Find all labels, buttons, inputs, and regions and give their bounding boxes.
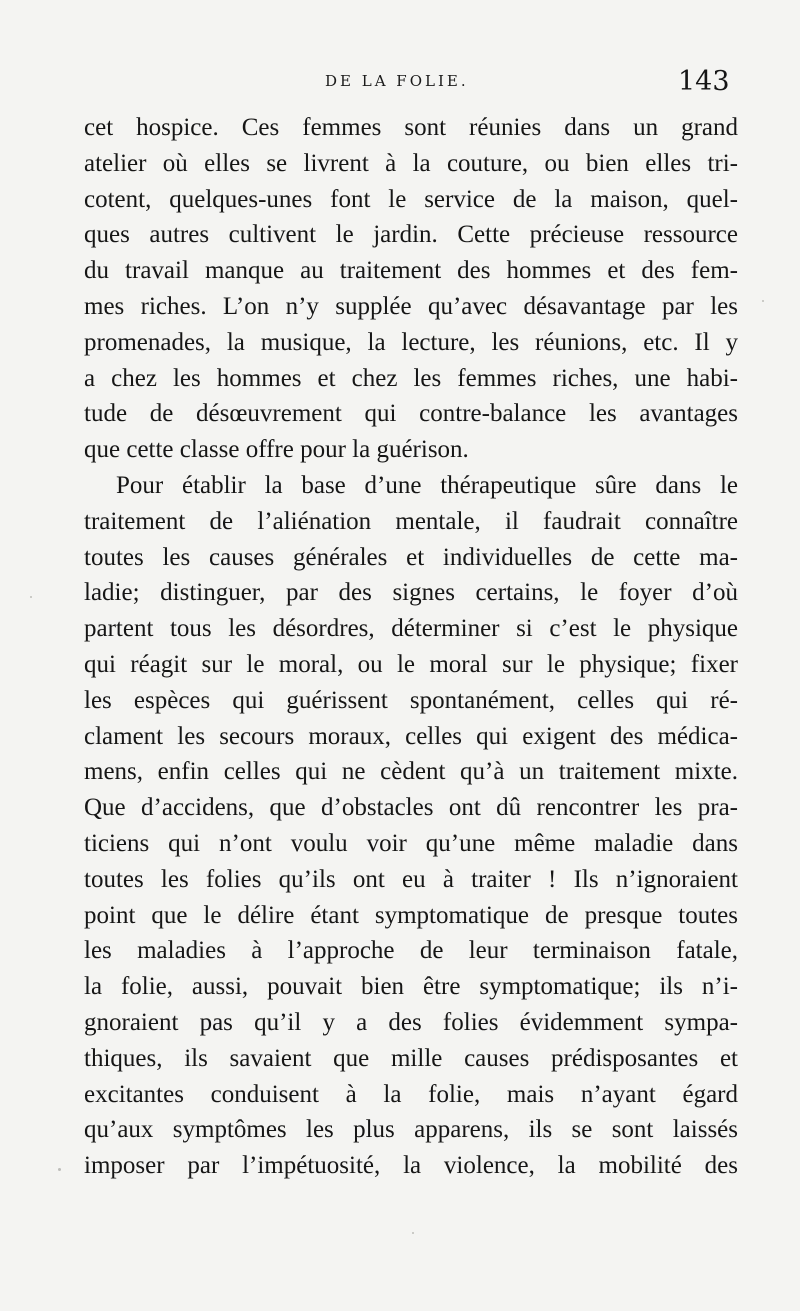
text-line: gnoraient pas qu’il y a des folies évidemment sympa- <box>84 1008 738 1036</box>
text-line: qu’aux symptômes les plus apparens, ils se sont laissés <box>84 1116 738 1144</box>
text-line: a chez les hommes et chez les femmes riches, une habi- <box>84 364 738 392</box>
text-line: thiques, ils savaient que mille causes prédisposantes et <box>84 1044 738 1072</box>
text-line: atelier où elles se livrent à la couture, ou bien elles tri- <box>84 149 738 177</box>
text-line: traitement de l’aliénation mentale, il faudrait connaître <box>84 507 738 535</box>
text-line: Que d’accidens, que d’obstacles ont dû rencontrer les pra- <box>84 794 738 822</box>
text-line: excitantes conduisent à la folie, mais n’ayant égard <box>84 1080 738 1108</box>
text-line: mens, enfin celles qui ne cèdent qu’à un traitement mixte. <box>84 758 738 786</box>
page-number: 143 <box>678 66 730 97</box>
paper-speck <box>58 1168 61 1171</box>
text-line: cotent, quelques-unes font le service de la maison, quel- <box>84 185 738 213</box>
paper-speck <box>412 1232 414 1234</box>
text-line: ladie; distinguer, par des signes certains, le foyer d’où <box>84 579 738 607</box>
text-line: mes riches. L’on n’y supplée qu’avec désavantage par les <box>84 292 738 320</box>
text-line: du travail manque au traitement des hommes et des fem- <box>84 257 738 285</box>
text-line: tude de désœuvrement qui contre-balance les avantages <box>84 400 738 428</box>
text-line: imposer par l’impétuosité, la violence, la mobilité des <box>84 1152 738 1180</box>
paper-speck <box>30 596 32 598</box>
text-line: cet hospice. Ces femmes sont réunies dans un grand <box>84 114 738 141</box>
text-line: qui réagit sur le moral, ou le moral sur le physique; fixer <box>84 650 738 678</box>
body-text <box>84 110 738 1184</box>
text-line: la folie, aussi, pouvait bien être symptomatique; ils n’i- <box>84 973 738 1001</box>
text-line: point que le délire étant symptomatique de presque toutes <box>84 901 738 929</box>
text-line: Pour établir la base d’une thérapeutique sûre dans le <box>116 471 738 499</box>
text-line: toutes les causes générales et individuelles de cette ma- <box>84 543 738 571</box>
text-line: partent tous les désordres, déterminer si c’est le physique <box>84 615 738 643</box>
text-line: promenades, la musique, la lecture, les réunions, etc. Il y <box>84 328 738 356</box>
text-line: ques autres cultivent le jardin. Cette précieuse ressource <box>84 221 738 249</box>
text-line: toutes les folies qu’ils ont eu à traiter ! Ils n’ignoraient <box>84 865 738 893</box>
text-line: clament les secours moraux, celles qui exigent des médica- <box>84 722 738 750</box>
running-head-title: DE LA FOLIE. <box>325 72 469 90</box>
text-line: les maladies à l’approche de leur terminaison fatale, <box>84 937 738 965</box>
running-head <box>0 66 800 96</box>
text-line: ticiens qui n’ont voulu voir qu’une même maladie dans <box>84 829 738 857</box>
paper-speck <box>762 300 764 302</box>
text-line: les espèces qui guérissent spontanément, celles qui ré- <box>84 686 738 714</box>
text-line: que cette classe offre pour la guérison. <box>84 436 469 464</box>
